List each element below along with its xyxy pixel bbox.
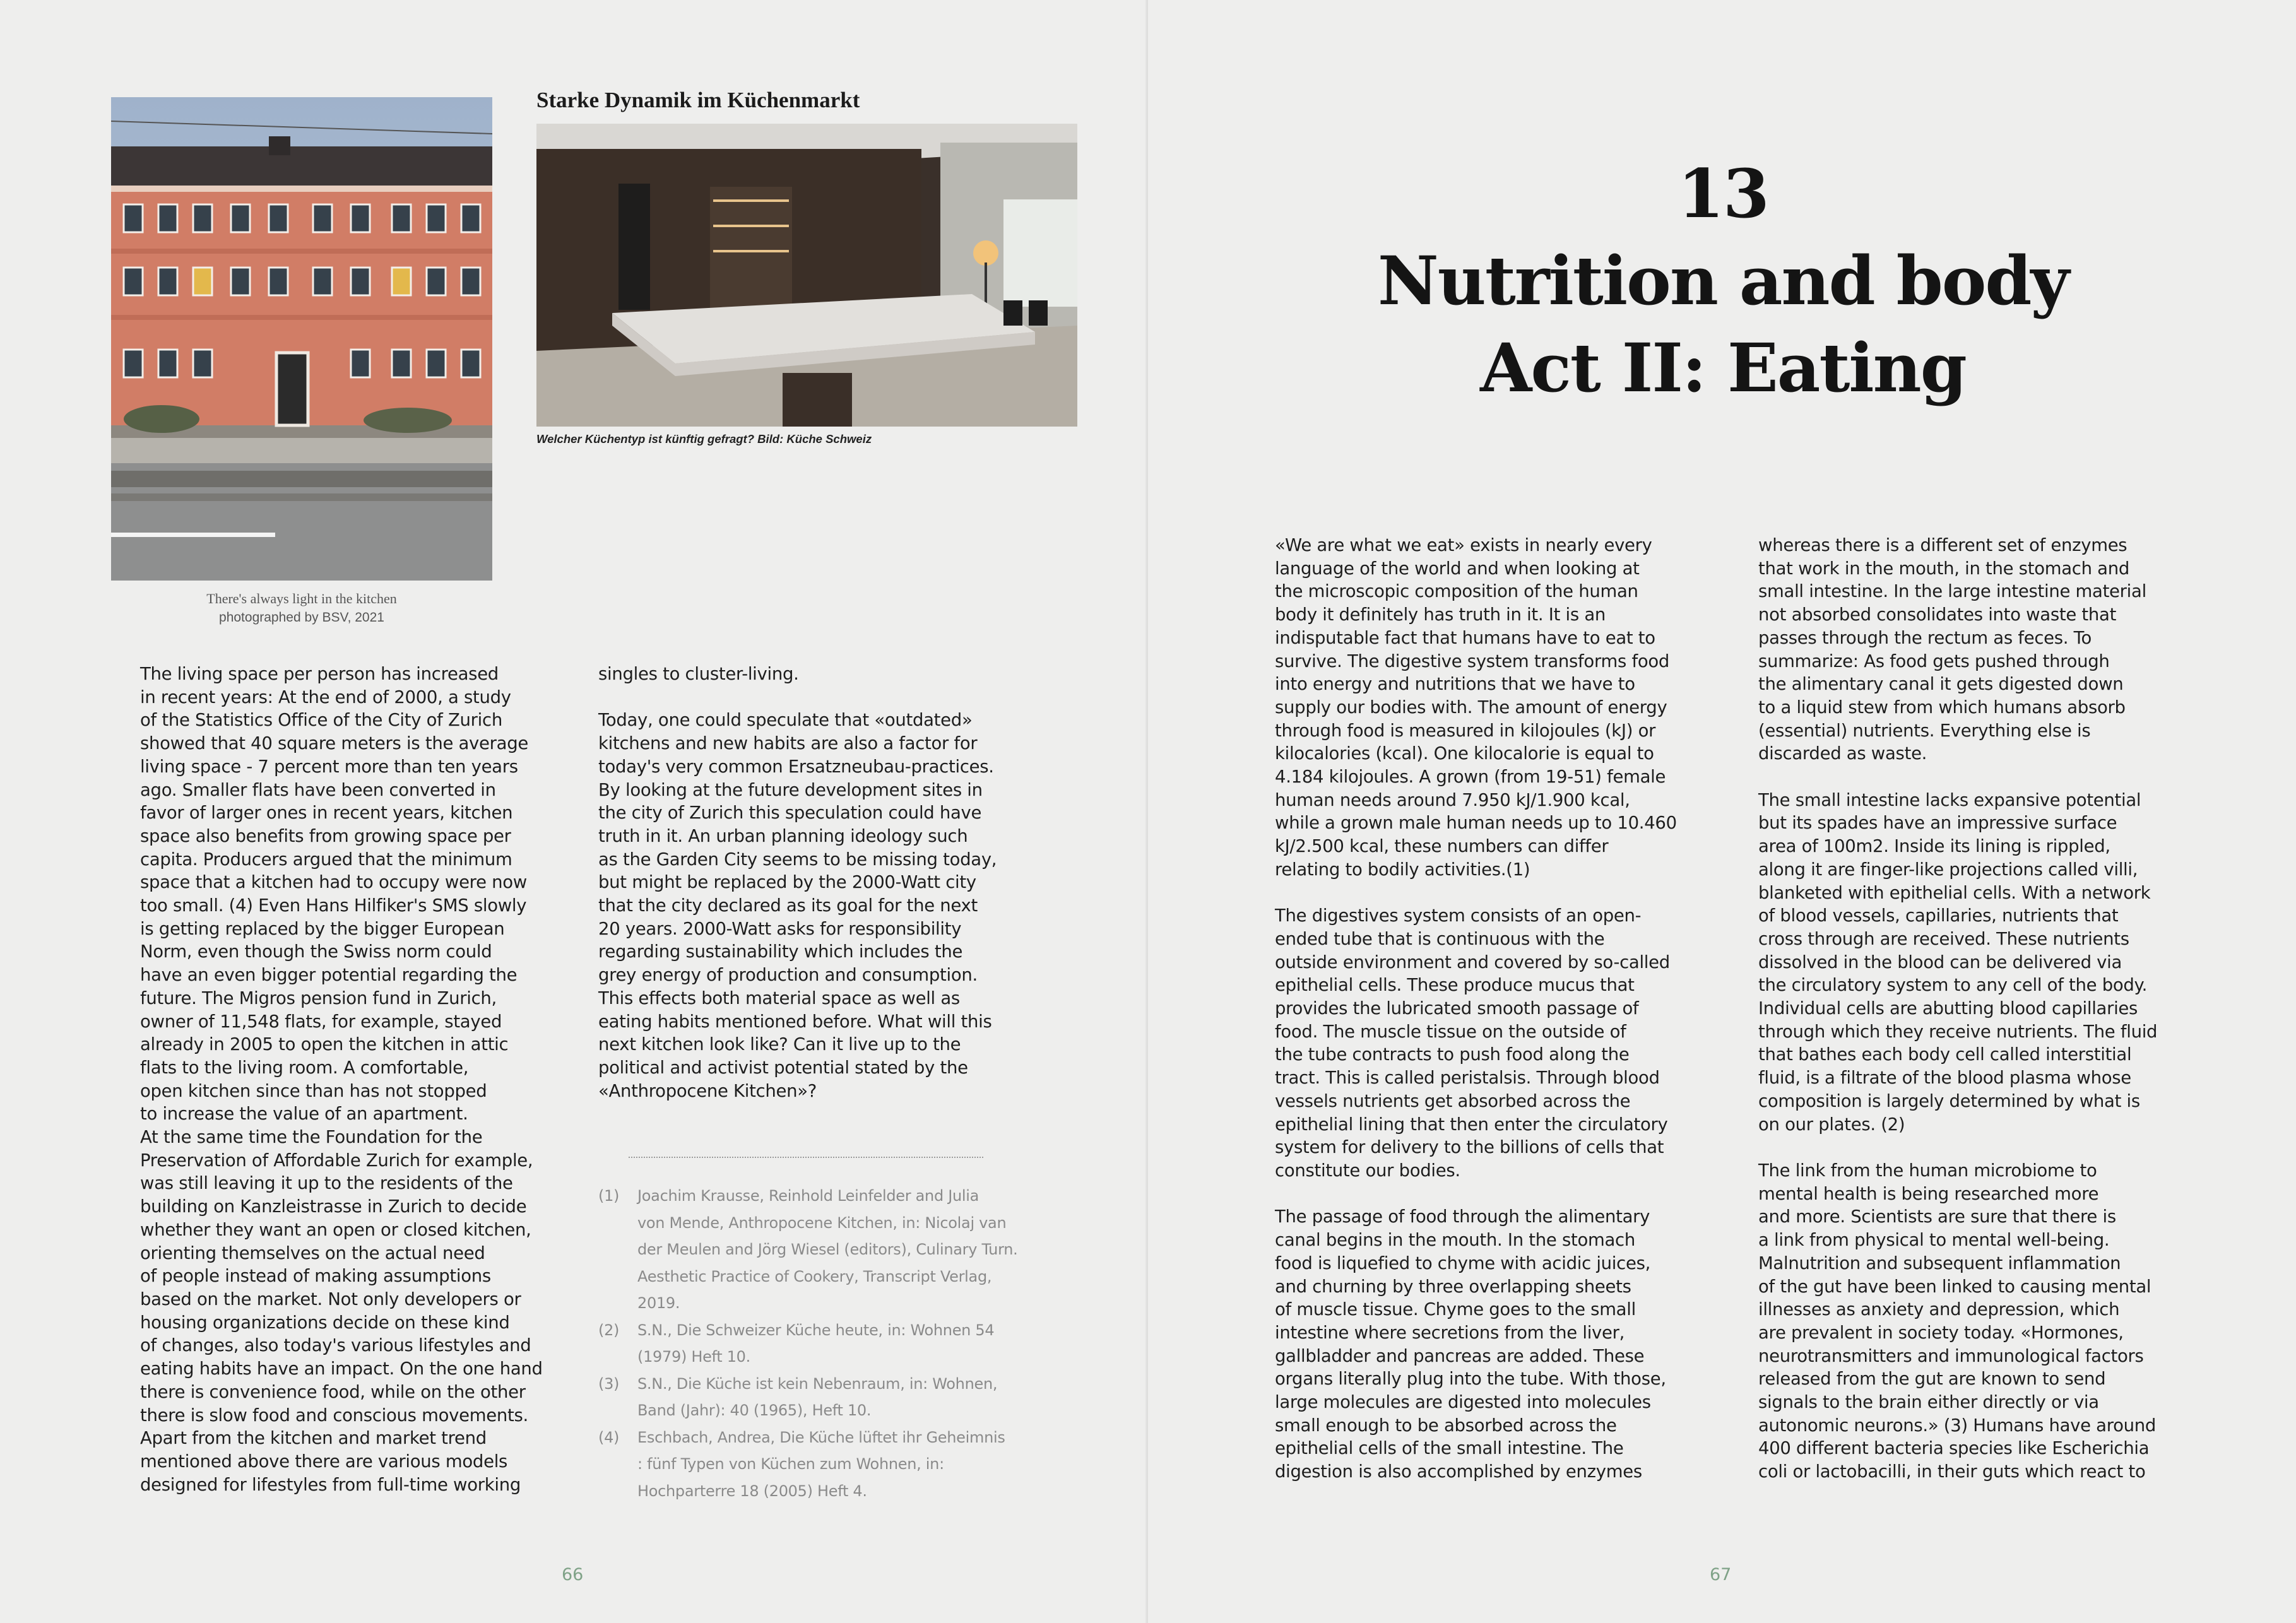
- page-number-left: 66: [562, 1565, 584, 1585]
- left-body-column-1: The living space per person has increased in recent years: At the end of 2000, a study of the Statistics Office of the City of Zurich showed that 40 square meters is the average living space - 7 percent more than ten years ago. Smaller flats have been converted in favor of larger ones in recent years, kitchen space also benefits from growing space per capita. Producers argued that the minimum space that a kitchen had to occupy were now too small. (4) Even Hans Hilfiker's SMS slowly is getting replaced by the bigger European Norm, even though the Swiss norm could have an even bigger potential regarding the future. The Migros pension fund in Zurich, owner of 11,548 flats, for example, stayed already in 2005 to open the kitchen in attic flats to the living room. A comfortable, open kitchen since than has not stopped to increase the value of an apartment. At the same time the Foundation for the Preservation of Affordable Zurich for example, was still leaving it up to the residents of the building on Kanzleistrasse in Zurich to decide whether they want an open or closed kitchen, orienting themselves on the actual need of people instead of making assumptions based on the market. Not only developers or housing organizations decide on these kind of changes, also today's various lifestyles and eating habits have an impact. On the one hand there is convenience food, while on the other there is slow food and conscious movements. Apart from the kitchen and market trend mentioned above there are various models designed for lifestyles from full-time working: [140, 664, 543, 1495]
- footnote-number: (3): [598, 1374, 620, 1393]
- footnote-number: (1): [598, 1187, 620, 1205]
- footnote-text: S.N., Die Küche ist kein Nebenraum, in: Wohnen, Band (Jahr): 40 (1965), Heft 10.: [637, 1374, 998, 1419]
- footnote-text: S.N., Die Schweizer Küche heute, in: Wohnen 54 (1979) Heft 10.: [637, 1321, 995, 1366]
- footnote-text: Joachim Krausse, Reinhold Leinfelder and Julia von Mende, Anthropocene Kitchen, in: Nicolaj van der Meulen and Jörg Wiesel (editors), Culinary Turn. Aesthetic Practice of Cookery, Transcript Verlag, 2019.: [637, 1187, 1018, 1312]
- right-body-column-1: «We are what we eat» exists in nearly every language of the world and when looking at the microscopic composition of the human body it definitely has truth in it. It is an indisputable fact that humans have to eat to survive. The digestive system transforms food into energy and nutritions that we have to supply our bodies with. The amount of energy through food is measured in kilojoules (kJ) or kilocalories (kcal). One kilocalorie is equal to 4.184 kilojoules. A grown (from 19-51) female human needs around 7.950 kJ/1.900 kcal, while a grown male human needs up to 10.460 kJ/2.500 kcal, these numbers can differ relating to bodily activities.(1) The digestives system consists of an open- ended tube that is continuous with the outside environment and covered by so-called epithelial cells. These produce mucus that provides the lubricated smooth passage of food. The muscle tissue on the outside of the tube contracts to push food along the tract. This is called peristalsis. Through blood vessels nutrients get absorbed across the epithelial lining that then enter the circulatory system for delivery to the billions of cells that constitute our bodies. The passage of food through the alimentary canal begins in the mouth. In the stomach food is liquefied to chyme with acidic juices, and churning by three overlapping sheets of muscle tissue. Chyme goes to the small intestine where secretions from the liver, gallbladder and pancreas are added. These organs literally plug into the tube. With those, large molecules are digested into molecules small enough to be absorbed across the epithelial cells of the small intestine. The digestion is also accomplished by enzymes: [1275, 535, 1677, 1482]
- chapter-title-line-2: Act II: Eating: [1480, 328, 1966, 407]
- caption-line-2: photographed by BSV, 2021: [219, 610, 384, 625]
- footnote-text: Eschbach, Andrea, Die Küche lüftet ihr Geheimnis : fünf Typen von Küchen zum Wohnen, in: Hochparterre 18 (2005) Heft 4.: [637, 1428, 1005, 1500]
- kitchen-photo: [536, 124, 1077, 427]
- footnote: [598, 1317, 1053, 1371]
- footnote: [598, 1183, 1053, 1317]
- house-photo-caption: [111, 589, 492, 627]
- left-body-column-2: singles to cluster-living. Today, one could speculate that «outdated» kitchens and new habits are also a factor for today's very common Ersatzneubau-practices. By looking at the future development sites in the city of Zurich this speculation could have truth in it. An urban planning ideology such as the Garden City seems to be missing today, but might be replaced by the 2000-Watt city that the city declared as its goal for the next 20 years. 2000-Watt asks for responsibility regarding sustainability which includes the grey energy of production and consumption. This effects both material space as well as eating habits mentioned before. What will this next kitchen look like? Can it live up to the political and activist potential stated by the «Anthropocene Kitchen»?: [598, 664, 997, 1101]
- chapter-number: 13: [1678, 154, 1768, 233]
- chapter-title-line-1: Nutrition and body: [1377, 241, 2069, 320]
- house-photo: [111, 97, 492, 581]
- chapter-title: [1313, 150, 2133, 411]
- footnote: [598, 1371, 1053, 1424]
- footnote-number: (4): [598, 1428, 620, 1446]
- caption-line-1: There's always light in the kitchen: [206, 591, 397, 606]
- footnote-number: (2): [598, 1321, 620, 1339]
- right-body-column-2: whereas there is a different set of enzymes that work in the mouth, in the stomach and small intestine. In the large intestine material not absorbed consolidates into waste that passes through the rectum as feces. To summarize: As food gets pushed through the alimentary canal it gets digested down to a liquid stew from which humans absorb (essential) nutrients. Everything else is discarded as waste. The small intestine lacks expansive potential but its spades have an impressive surface area of 100m2. Inside its lining is rippled, along it are finger-like projections called villi, blanketed with epithelial cells. With a network of blood vessels, capillaries, nutrients that cross through are received. These nutrients dissolved in the blood can be delivered via the circulatory system to any cell of the body. Individual cells are abutting blood capillaries through which they receive nutrients. The fluid that bathes each body cell called interstitial fluid, is a filtrate of the blood plasma whose composition is largely determined by what is on our plates. (2) The link from the human microbiome to mental health is being researched more and more. Scientists are sure that there is a link from physical to mental well-being. Malnutrition and subsequent inflammation of the gut have been linked to causing mental illnesses as anxiety and depression, which are prevalent in society today. «Hormones, neurotransmitters and immunological factors released from the gut are known to send signals to the brain either directly or via autonomic neurons.» (3) Humans have around 400 different bacteria species like Escherichia coli or lactobacilli, in their guts which react to: [1758, 535, 2158, 1482]
- kitchen-article-headline: Starke Dynamik im Küchenmarkt: [536, 88, 860, 112]
- kitchen-photo-caption: Welcher Küchentyp ist künftig gefragt? Bild: Küche Schweiz: [536, 432, 872, 446]
- footnote-divider: [629, 1157, 983, 1158]
- page-number-right: 67: [1710, 1565, 1732, 1585]
- footnotes: [598, 1183, 1053, 1504]
- footnote: [598, 1424, 1053, 1505]
